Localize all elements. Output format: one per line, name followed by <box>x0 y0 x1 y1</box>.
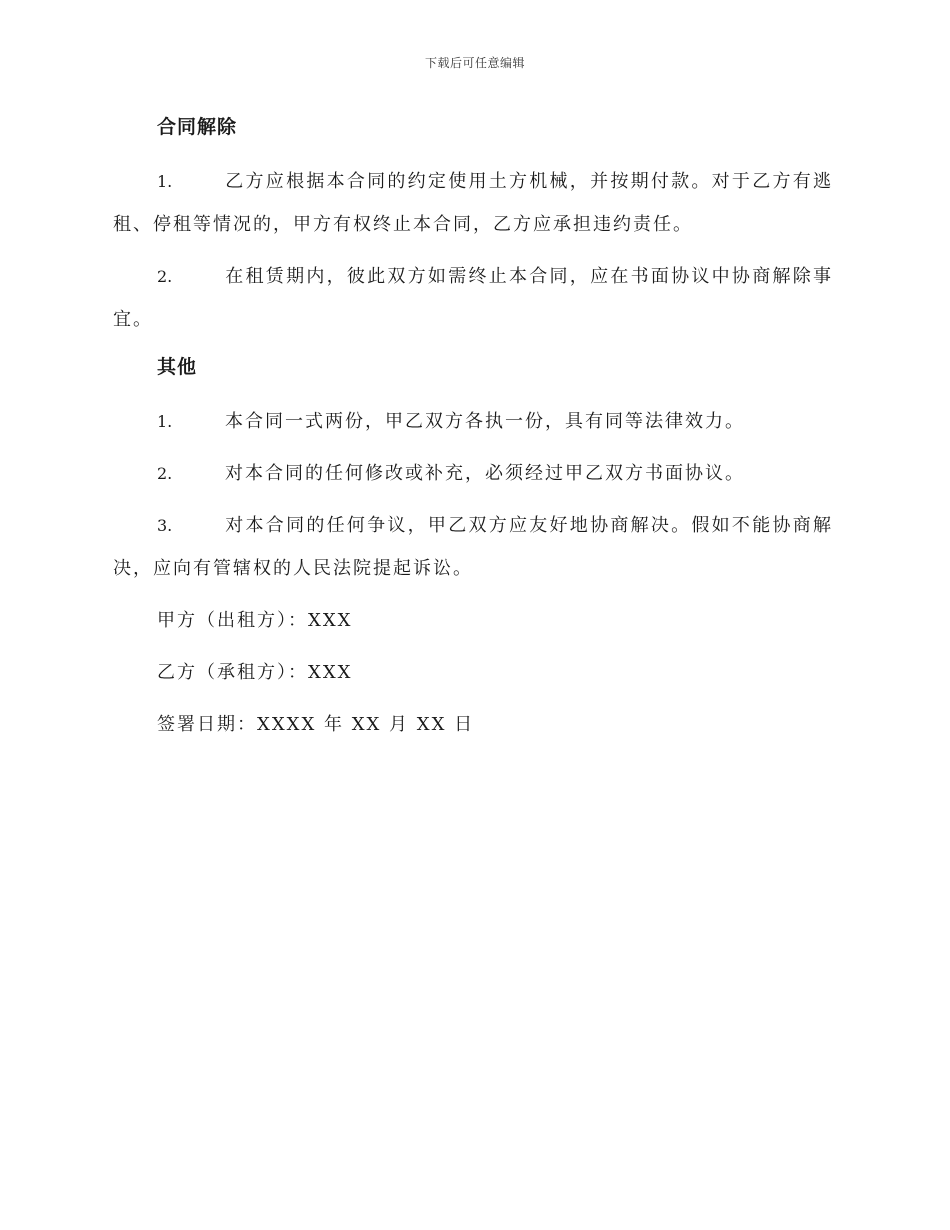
clause-other-3 <box>113 504 833 590</box>
clause-number: 1. <box>157 172 173 191</box>
section-title-termination: 合同解除 <box>157 116 238 138</box>
clause-other-1 <box>113 400 833 443</box>
clause-text: 对本合同的任何修改或补充，必须经过甲乙双方书面协议。 <box>225 463 745 484</box>
clause-text: 在租赁期内，彼此双方如需终止本合同，应在书面协议中协商解除事宜。 <box>113 266 833 330</box>
clause-text: 乙方应根据本合同的约定使用土方机械，并按期付款。对于乙方有逃租、停租等情况的，甲方有权终止本合同，乙方应承担违约责任。 <box>113 171 833 235</box>
document-body <box>113 110 833 755</box>
clause-number: 1. <box>157 412 173 431</box>
header-note: 下载后可任意编辑 <box>424 56 525 70</box>
clause-text: 对本合同的任何争议，甲乙双方应友好地协商解决。假如不能协商解决，应向有管辖权的人民法院提起诉讼。 <box>113 515 833 579</box>
clause-text: 本合同一式两份，甲乙双方各执一份，具有同等法律效力。 <box>225 411 745 432</box>
signature-party-a: 甲方（出租方）：XXX <box>157 610 353 631</box>
clause-number: 2. <box>157 267 173 286</box>
clause-termination-1 <box>113 160 833 246</box>
clause-other-2 <box>113 452 833 495</box>
section-title-other: 其他 <box>157 356 198 378</box>
signature-date: 签署日期：XXXX 年 XX 月 XX 日 <box>157 714 475 735</box>
signature-party-b: 乙方（承租方）：XXX <box>157 662 353 683</box>
clause-termination-2 <box>113 255 833 341</box>
clause-number: 3. <box>157 516 173 535</box>
clause-number: 2. <box>157 464 173 483</box>
